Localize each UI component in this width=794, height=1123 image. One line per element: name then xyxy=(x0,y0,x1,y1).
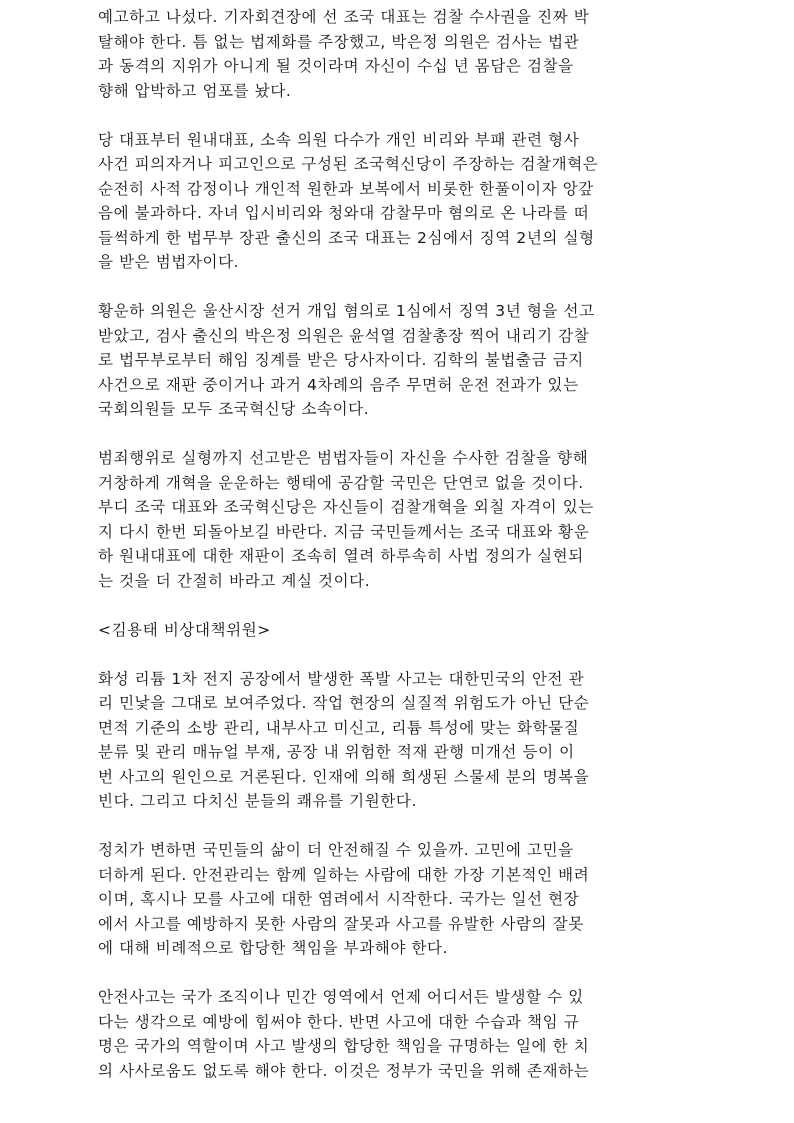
text-line: 화성 리튬 1차 전지 공장에서 발생한 폭발 사고는 대한민국의 안전 관 xyxy=(98,669,585,688)
paragraph xyxy=(98,667,698,814)
text-line: 을 받은 범법자이다. xyxy=(98,253,240,271)
paragraph xyxy=(98,446,698,593)
text-line: 들썩하게 한 법무부 장관 출신의 조국 대표는 2심에서 징역 2년의 실형 xyxy=(98,228,595,247)
text-line: 의 사사로움도 없도록 해야 한다. 이것은 정부가 국민을 위해 존재하는 xyxy=(98,1061,590,1080)
text-line: 순전히 사적 감정이나 개인적 원한과 보복에서 비롯한 한풀이이자 앙갚 xyxy=(98,179,594,198)
text-line: 탈해야 한다. 틈 없는 법제화를 주장했고, 박은정 의원은 검사는 법관 xyxy=(98,32,580,51)
text-line: 분류 및 관리 매뉴얼 부재, 공장 내 위험한 적재 관행 미개선 등이 이 xyxy=(98,743,575,761)
text-line: 사건 피의자거나 피고인으로 구성된 조국혁신당이 주장하는 검찰개혁은 xyxy=(98,155,599,173)
text-line: 리 민낯을 그대로 보여주었다. 작업 현장의 실질적 위험도가 아닌 단순 xyxy=(98,694,590,712)
text-line: 명은 국가의 역할이며 사고 발생의 합당한 책임을 규명하는 일에 한 치 xyxy=(98,1037,590,1055)
text-line: 에 대해 비례적으로 합당한 책임을 부과해야 한다. xyxy=(98,939,449,957)
text-line: 음에 불과하다. 자녀 입시비리와 청와대 감찰무마 혐의로 온 나라를 떠 xyxy=(98,204,590,222)
text-line: 안전사고는 국가 조직이나 민간 영역에서 언제 어디서든 발생할 수 있 xyxy=(98,988,584,1006)
speaker-name: <김용태 비상대책위원> xyxy=(98,620,271,639)
text-line: 사건으로 재판 중이거나 과거 4차례의 음주 무면허 운전 전과가 있는 xyxy=(98,375,579,394)
text-line: 정치가 변하면 국민들의 삶이 더 안전해질 수 있을까. 고민에 고민을 xyxy=(98,841,574,859)
text-line: 과 동격의 지위가 아니게 될 것이라며 자신이 수십 년 몸담은 검찰을 xyxy=(98,57,574,75)
text-line: 에서 사고를 예방하지 못한 사람의 잘못과 사고를 유발한 사람의 잘못 xyxy=(98,914,584,933)
text-line: 거창하게 개혁을 운운하는 행태에 공감할 국민은 단연코 없을 것이다. xyxy=(98,473,584,492)
text-line: 하 원내대표에 대한 재판이 조속히 열려 하루속히 사법 정의가 실현되 xyxy=(98,547,584,565)
text-line: 더하게 된다. 안전관리는 함께 일하는 사람에 대한 가장 기본적인 배려 xyxy=(98,865,590,884)
text-line: 범죄행위로 실형까지 선고받은 범법자들이 자신을 수사한 검찰을 향해 xyxy=(98,449,589,467)
text-line: 황운하 의원은 울산시장 선거 개입 혐의로 1심에서 징역 3년 형을 선고 xyxy=(98,302,595,320)
text-line: 당 대표부터 원내대표, 소속 의원 다수가 개인 비리와 부패 관련 형사 xyxy=(98,130,580,149)
text-line: 빈다. 그리고 다치신 분들의 쾌유를 기원한다. xyxy=(98,792,418,810)
paragraph xyxy=(98,299,698,422)
text-line: 번 사고의 원인으로 거론된다. 인재에 의해 희생된 스물세 분의 명복을 xyxy=(98,767,590,786)
paragraph xyxy=(98,128,698,275)
text-line: 다는 생각으로 예방에 힘써야 한다. 반면 사고에 대한 수습과 책임 규 xyxy=(98,1012,580,1031)
text-line: 지 다시 한번 되돌아보길 바란다. 지금 국민들께서는 조국 대표와 황운 xyxy=(98,522,590,541)
text-line: 이며, 혹시나 모를 사고에 대한 염려에서 시작한다. 국가는 일선 현장 xyxy=(98,890,580,908)
text-line: 받았고, 검사 출신의 박은정 의원은 윤석열 검찰총장 찍어 내리기 감찰 xyxy=(98,326,590,345)
speaker-heading xyxy=(98,618,698,643)
text-line: 는 것을 더 간절히 바라고 계실 것이다. xyxy=(98,571,371,590)
text-line: 국회의원들 모두 조국혁신당 소속이다. xyxy=(98,400,370,418)
paragraph xyxy=(98,5,698,103)
text-line: 로 법무부로부터 해임 징계를 받은 당사자이다. 김학의 불법출금 금지 xyxy=(98,351,584,369)
paragraph xyxy=(98,838,698,961)
text-line: 부디 조국 대표와 조국혁신당은 자신들이 검찰개혁을 외칠 자격이 있는 xyxy=(98,498,594,516)
document-page xyxy=(98,0,698,1108)
paragraph xyxy=(98,985,698,1083)
text-line: 향해 압박하고 엄포를 놨다. xyxy=(98,81,292,100)
text-line: 예고하고 나섰다. 기자회견장에 선 조국 대표는 검찰 수사권을 진짜 박 xyxy=(98,8,590,26)
text-line: 면적 기준의 소방 관리, 내부사고 미신고, 리튬 특성에 맞는 화학물질 xyxy=(98,718,580,737)
